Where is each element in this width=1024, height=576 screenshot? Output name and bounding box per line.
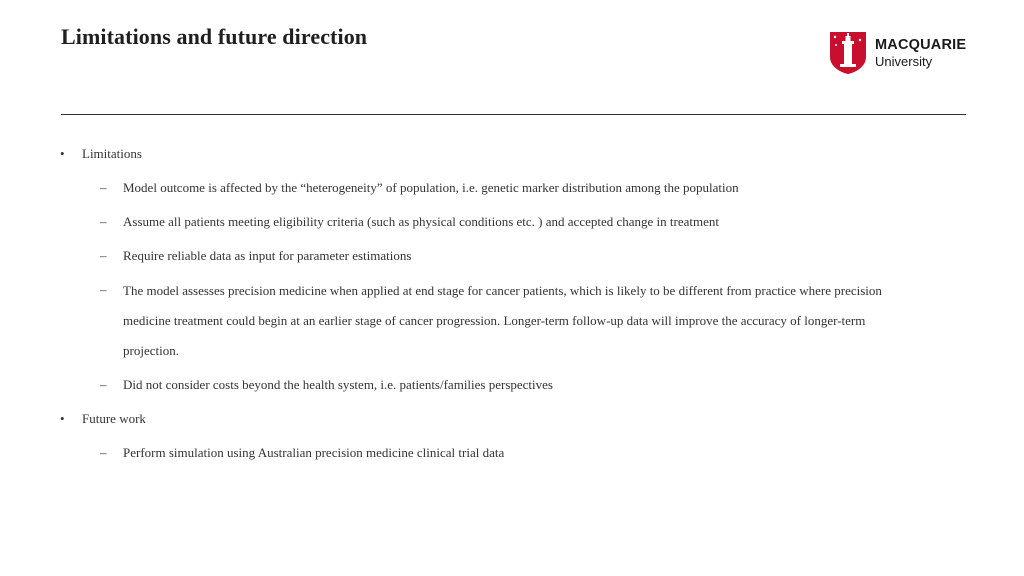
bullet-icon: • [60,411,65,426]
limitation-item-line: The model assesses precision medicine when applied at end stage for cancer patients, which is likely to be different from practice where precision [123,283,882,298]
limitation-item-line: projection. [123,343,179,358]
slide-title: Limitations and future direction [61,24,368,49]
dash-icon: – [100,282,107,297]
header-divider [61,114,966,115]
dash-icon: – [100,445,107,460]
dash-icon: – [100,214,107,229]
limitation-item: Assume all patients meeting eligibility criteria (such as physical conditions etc. ) and accepted change in treatment [123,214,719,229]
logo-name: MACQUARIE [875,37,967,54]
future-work-item: Perform simulation using Australian precision medicine clinical trial data [123,445,505,460]
dash-icon: – [100,248,107,263]
logo-subtitle: University [875,53,933,69]
limitation-item: Model outcome is affected by the “heterogeneity” of population, i.e. genetic marker distribution among the population [123,180,739,195]
section-heading-future-work: Future work [82,411,146,426]
section-heading-limitations: Limitations [82,146,142,161]
macquarie-logo [829,31,966,75]
shield-icon [829,31,867,75]
bullet-icon: • [60,146,65,161]
limitation-item: Require reliable data as input for parameter estimations [123,248,412,263]
dash-icon: – [100,180,107,195]
limitation-item-line: medicine treatment could begin at an earlier stage of cancer progression. Longer-term follow-up data will improve the accuracy of longer-term [123,313,866,328]
dash-icon: – [100,377,107,392]
limitation-item: Did not consider costs beyond the health system, i.e. patients/families perspectives [123,377,553,392]
